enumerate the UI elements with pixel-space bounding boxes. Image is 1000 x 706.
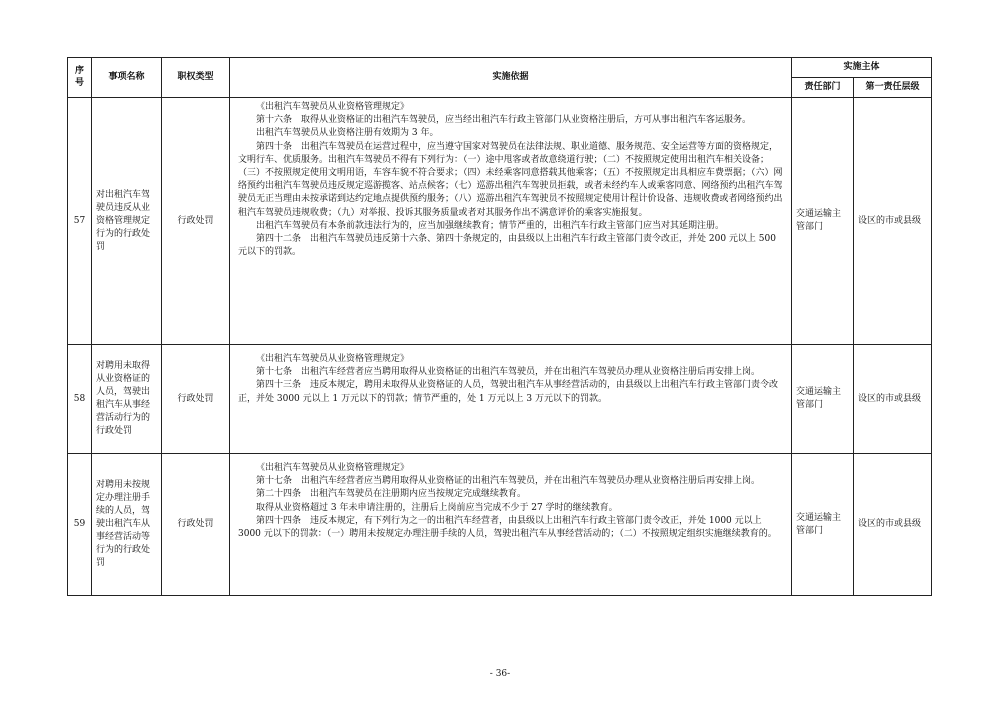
responsibility-level: 设区的市或县级 bbox=[854, 454, 932, 596]
responsible-dept: 交通运输主管部门 bbox=[792, 345, 854, 454]
header-subject: 实施主体 bbox=[792, 58, 932, 78]
row-number: 59 bbox=[68, 454, 92, 596]
table-row bbox=[68, 345, 932, 454]
table-row bbox=[68, 98, 932, 345]
basis-paragraph: 第十七条 出租汽车经营者应当聘用取得从业资格证的出租汽车驾驶员，并在出租汽车驾驶员办理从业资格注册后再安排上岗。 bbox=[256, 476, 761, 487]
row-number: 57 bbox=[68, 98, 92, 345]
matter-name: 对聘用未按规定办理注册手续的人员，驾驶出租汽车从事经营活动等行为的行政处罚 bbox=[92, 454, 162, 596]
responsibility-level: 设区的市或县级 bbox=[854, 98, 932, 345]
basis-cell bbox=[230, 98, 792, 345]
header-type: 职权类型 bbox=[162, 58, 230, 98]
basis-paragraph: 第四十四条 违反本规定，有下列行为之一的出租汽车经营者，由县级以上出租汽车行政主管部门责令改正，并处 1000 元以上 3000 元以下的罚款：（一）聘用未按规定办理注册手续的人员，驾驶出租汽车从事经营活动的；（二）不按照规定组织实施继续教育的。 bbox=[238, 515, 777, 540]
power-type: 行政处罚 bbox=[162, 454, 230, 596]
header-level: 第一责任层级 bbox=[854, 78, 932, 98]
header-dept: 责任部门 bbox=[792, 78, 854, 98]
header-basis: 实施依据 bbox=[230, 58, 792, 98]
basis-paragraph: 第四十三条 违反本规定，聘用未取得从业资格证的人员，驾驶出租汽车从事经营活动的，由县级以上出租汽车行政主管部门责令改正，并处 3000 元以上 1 万元以下的罚款；情节严重的，处 1 万元以上 3 万元以下的罚款。 bbox=[238, 380, 779, 404]
basis-cell bbox=[230, 454, 792, 596]
basis-paragraph: 第二十四条 出租汽车驾驶员在注册期内应当按规定完成继续教育。 bbox=[256, 489, 527, 500]
basis-paragraph: 取得从业资格超过 3 年未申请注册的，注册后上岗前应当完成不少于 27 学时的继续教育。 bbox=[256, 502, 618, 513]
power-type: 行政处罚 bbox=[162, 98, 230, 345]
row-number: 58 bbox=[68, 345, 92, 454]
basis-paragraph: 第十七条 出租汽车经营者应当聘用取得从业资格证的出租汽车驾驶员，并在出租汽车驾驶员办理从业资格注册后再安排上岗。 bbox=[256, 367, 761, 378]
basis-paragraph: 第四十条 出租汽车驾驶员在运营过程中，应当遵守国家对驾驶员在法律法规、职业道德、服务规范、安全运营等方面的资格规定，文明行车、优质服务。出租汽车驾驶员不得有下列行为：（一）途中甩客或者故意绕道行驶；（二）不按照规定使用出租汽车相关设备；（三）不按照规定使用文明用语，车容车貌不符合要求；（四）未经乘客同意搭载其他乘客；（五）不按照规定出具相应车费票据；（六）网络预约出租汽车驾驶员违反规定巡游揽客、站点候客；（七）巡游出租汽车驾驶员拒载，或者未经约车人或乘客同意、网络预约出租汽车驾驶员无正当理由未按承诺到达约定地点提供预约服务；（八）巡游出租汽车驾驶员不按照规定使用计程计价设备、违规收费或者网络预约出租汽车驾驶员违规收费；（九）对举报、投诉其服务质量或者对其服务作出不满意评价的乘客实施报复。 bbox=[238, 141, 783, 218]
header-no: 序号 bbox=[68, 58, 92, 98]
responsible-dept: 交通运输主管部门 bbox=[792, 98, 854, 345]
basis-title: 《出租汽车驾驶员从业资格管理规定》 bbox=[256, 463, 410, 473]
matter-name: 对出租汽车驾驶员违反从业资格管理规定行为的行政处罚 bbox=[92, 98, 162, 345]
basis-paragraph: 出租汽车驾驶员从业资格注册有效期为 3 年。 bbox=[256, 128, 439, 139]
power-type: 行政处罚 bbox=[162, 345, 230, 454]
basis-cell bbox=[230, 345, 792, 454]
basis-title: 《出租汽车驾驶员从业资格管理规定》 bbox=[256, 102, 410, 112]
basis-title: 《出租汽车驾驶员从业资格管理规定》 bbox=[256, 354, 410, 364]
responsibility-level: 设区的市或县级 bbox=[854, 345, 932, 454]
responsible-dept: 交通运输主管部门 bbox=[792, 454, 854, 596]
basis-paragraph: 出租汽车驾驶员有本条前款违法行为的，应当加强继续教育；情节严重的，出租汽车行政主管部门应当对其延期注册。 bbox=[256, 220, 725, 231]
basis-paragraph: 第十六条 取得从业资格证的出租汽车驾驶员，应当经出租汽车行政主管部门从业资格注册后，方可从事出租汽车客运服务。 bbox=[256, 115, 752, 126]
basis-paragraph: 第四十二条 出租汽车驾驶员违反第十六条、第四十条规定的，由县级以上出租汽车行政主管部门责令改正，并处 200 元以上 500 元以下的罚款。 bbox=[238, 234, 776, 258]
header-name: 事项名称 bbox=[92, 58, 162, 98]
page-number: - 36- bbox=[489, 669, 511, 679]
matter-name: 对聘用未取得从业资格证的人员，驾驶出租汽车从事经营活动行为的行政处罚 bbox=[92, 345, 162, 454]
matters-table bbox=[67, 57, 932, 596]
header-row-1 bbox=[68, 58, 932, 78]
table-row bbox=[68, 454, 932, 596]
